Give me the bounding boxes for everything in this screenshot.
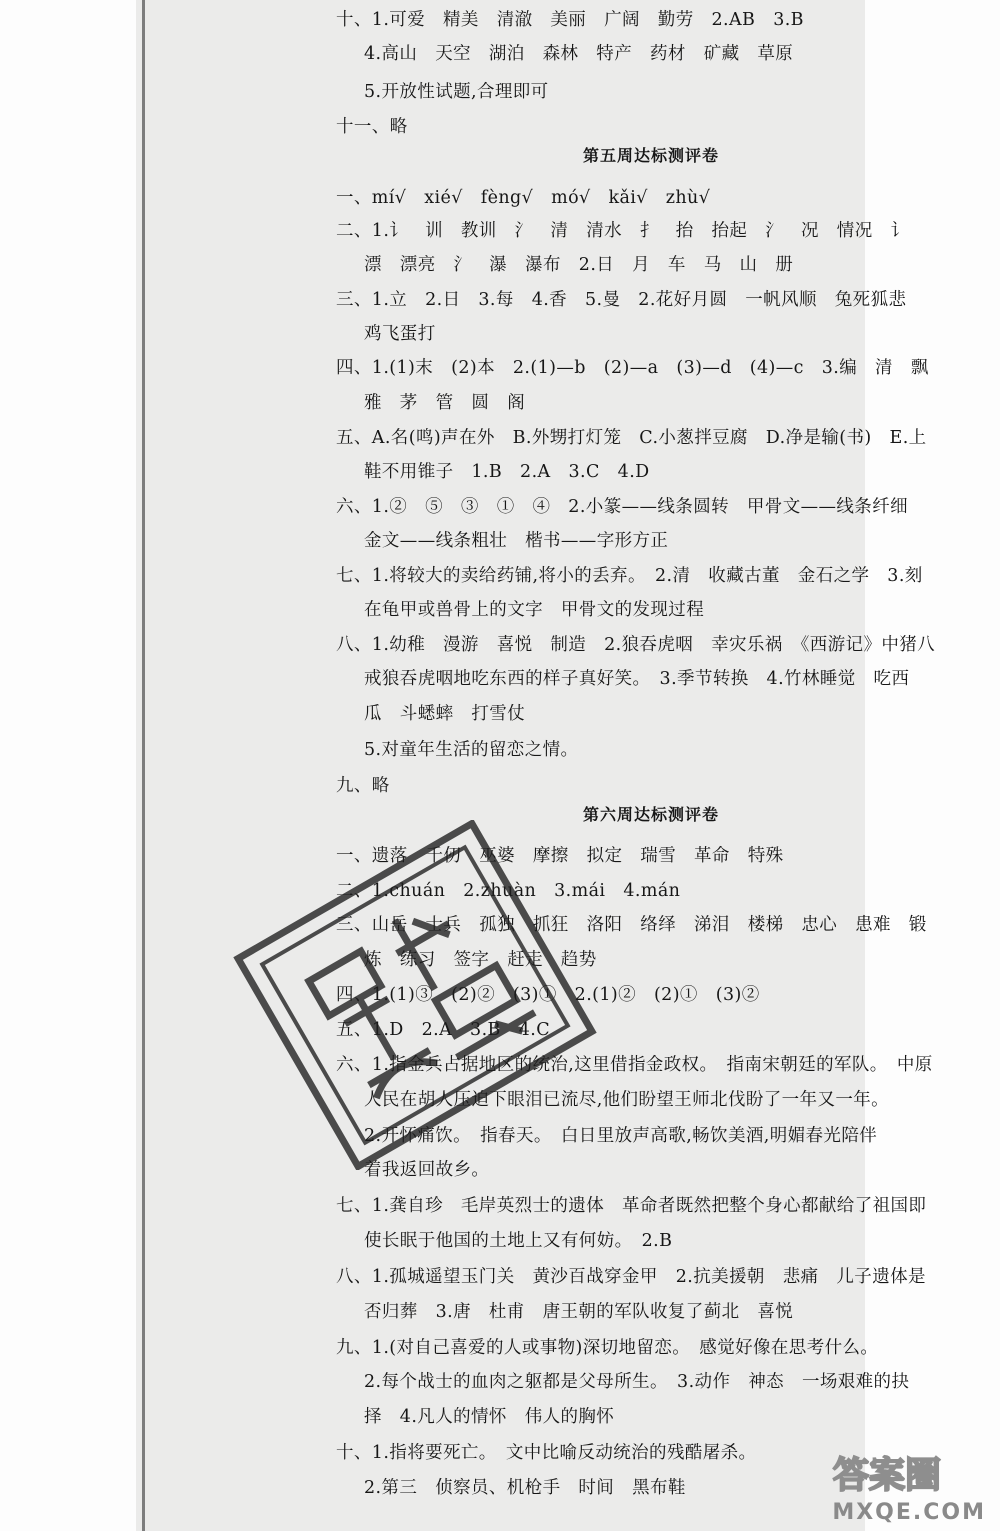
- answer-line-l38: 2.每个战士的血肉之躯都是父母所生。 3.动作 神态 一场艰难的抉: [364, 1372, 910, 1392]
- answer-line-l11: 雅 茅 管 圆 阁: [364, 393, 526, 413]
- answer-line-l01: 十、1.可爱 精美 清澈 美丽 广阔 勤劳 2.AB 3.B: [336, 10, 804, 30]
- answer-line-l34: 使长眠于他国的土地上又有何妨。 2.B: [364, 1231, 673, 1251]
- answer-line-l20: 瓜 斗蟋蟀 打雪仗: [364, 704, 526, 724]
- week6-heading: 第六周达标测评卷: [582, 805, 719, 824]
- answer-line-l04: 十一、略: [336, 117, 408, 137]
- answer-line-l41: 2.第三 侦察员、机枪手 时间 黑布鞋: [364, 1478, 686, 1498]
- answer-line-l37: 九、1.(对自己喜爱的人或事物)深切地留恋。 感觉好像在思考什么。: [336, 1338, 879, 1358]
- week5-heading: 第五周达标测评卷: [582, 146, 719, 165]
- answer-line-l24: 二、1.chuán 2.zhuàn 3.mái 4.mán: [336, 881, 681, 901]
- answer-line-l28: 五、1.D 2.A 3.B 4.C: [336, 1020, 551, 1040]
- watermark-logo: [792, 1449, 982, 1499]
- answer-line-l32: 着我返回故乡。: [364, 1160, 490, 1180]
- answer-line-l07: 漂 漂亮 氵 瀑 瀑布 2.日 月 车 马 山 册: [364, 255, 794, 275]
- watermark-domain: MXQE.COM: [832, 1500, 986, 1525]
- answer-line-l02: 4.高山 天空 湖泊 森林 特产 药材 矿藏 草原: [364, 44, 794, 64]
- answer-line-l23: 一、遗落 千仞 巫婆 摩擦 拟定 瑞雪 革命 特殊: [336, 846, 784, 866]
- left-margin: [0, 0, 136, 1531]
- answer-line-l35: 八、1.孤城遥望玉门关 黄沙百战穿金甲 2.抗美援朝 悲痛 儿子遗体是: [336, 1267, 926, 1287]
- answer-line-l03: 5.开放性试题,合理即可: [364, 82, 549, 102]
- answer-line-l13: 鞋不用锥子 1.B 2.A 3.C 4.D: [364, 462, 650, 482]
- answer-line-l17: 在龟甲或兽骨上的文字 甲骨文的发现过程: [364, 600, 705, 620]
- answer-line-l30: 人民在胡人压迫下眼泪已流尽,他们盼望王师北伐盼了一年又一年。: [364, 1090, 890, 1110]
- answer-line-l08: 三、1.立 2.日 3.每 4.香 5.曼 2.花好月圆 一帆风顺 兔死狐悲: [336, 290, 907, 310]
- answer-line-l06: 二、1.讠 训 教训 氵 清 清水 扌 抬 抬起 氵 况 情况 讠: [336, 221, 909, 241]
- answer-line-l22: 九、略: [336, 776, 390, 796]
- answer-line-l05: 一、mí√ xié√ fèng√ mó√ kǎi√ zhù√: [336, 188, 711, 208]
- answer-line-l21: 5.对童年生活的留恋之情。: [364, 740, 579, 760]
- answer-line-l16: 七、1.将较大的卖给药铺,将小的丢弃。 2.清 收藏古董 金石之学 3.刻: [336, 566, 923, 586]
- answer-line-l27: 四、1.(1)③ (2)② (3)① 2.(1)② (2)① (3)②: [336, 985, 760, 1005]
- margin-rule: [142, 0, 145, 1531]
- answer-line-l40: 十、1.指将要死亡。 文中比喻反动统治的残酷屠杀。: [336, 1443, 757, 1463]
- answer-line-l36: 否归葬 3.唐 杜甫 唐王朝的军队收复了蓟北 喜悦: [364, 1302, 794, 1322]
- watermark: [786, 1445, 996, 1525]
- answer-line-l33: 七、1.龚自珍 毛岸英烈士的遗体 革命者既然把整个身心都献给了祖国即: [336, 1196, 927, 1216]
- answer-line-l19: 戒狼吞虎咽地吃东西的样子真好笑。 3.季节转换 4.竹林睡觉 吃西: [364, 669, 910, 689]
- answer-line-l15: 金文——线条粗壮 楷书——字形方正: [364, 531, 669, 551]
- answer-line-l18: 八、1.幼稚 漫游 喜悦 制造 2.狼吞虎咽 幸灾乐祸 《西游记》中猪八: [336, 635, 936, 655]
- answer-line-l26: 炼 练习 签字 赶走 趋势: [364, 950, 597, 970]
- answer-line-l25: 三、山岳 士兵 孤独 抓狂 洛阳 络绎 涕泪 楼梯 忠心 患难 锻: [336, 915, 927, 935]
- watermark-logo-text: 答案圈: [832, 1455, 942, 1496]
- answer-line-l09: 鸡飞蛋打: [364, 324, 436, 344]
- answer-line-l12: 五、A.名(鸣)声在外 B.外甥打灯笼 C.小葱拌豆腐 D.净是输(书) E.上: [336, 428, 927, 448]
- answer-line-l14: 六、1.② ⑤ ③ ① ④ 2.小篆——线条圆转 甲骨文——线条纤细: [336, 497, 908, 517]
- answer-line-l31: 2.开怀痛饮。 指春天。 白日里放声高歌,畅饮美酒,明媚春光陪伴: [364, 1126, 878, 1146]
- answer-line-l39: 择 4.凡人的情怀 伟人的胸怀: [364, 1407, 615, 1427]
- answer-line-l29: 六、1.指金兵占据地区的统治,这里借指金政权。 指南宋朝廷的军队。 中原: [336, 1055, 933, 1075]
- answer-line-l10: 四、1.(1)末 (2)本 2.(1)—b (2)—a (3)—d (4)—c 3.编 清 飘: [336, 358, 929, 378]
